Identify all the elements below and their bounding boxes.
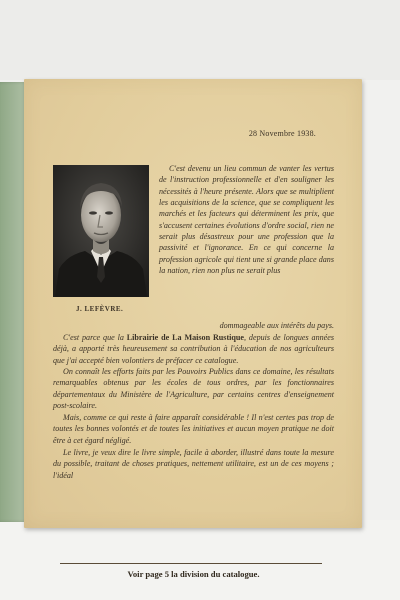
paragraph-librairie-end: , depuis de longues années déjà, a apporté très heureusement sa contribution à l'éducation de nos agriculteurs que j'ai accepté bien volontiers de préfacer ce catalogue. [53,333,335,365]
background-bottom [0,520,400,600]
footer-note: Voir page 5 la division du catalogue. [127,569,260,579]
letter-date: 28 Novembre 1938. [248,129,316,138]
paragraph-intro: C'est devenu un lieu commun de vanter les vertus de l'instruction professionnelle et d'en souligner les nécessités à l'heure présente. Alors que se multiplient les acquisitions de la science, que se compliquent les marchés et les facteurs qui déterminent les prix, que s'accusent certaines évolutions d'ordre social, rien ne serait plus désastreux pour une profession que la passivité et l'ignorance. En ce qui concerne la profession agricole qui tient une si grande place dans la nation, rien non plus ne serait plus [159,164,334,276]
paragraph-pouvoirs-publics: On connaît les efforts faits par les Pouvoirs Publics dans ce domaine, les résultats remarquables obtenus par les écoles de tous ordres, par les fonctionnaires départementaux du Ministère de l'Agriculture, par certains centres d'enseignement post-scolaire. [53,367,334,411]
paragraph-librairie [53,332,334,366]
paragraph-reste-a-faire: Mais, comme ce qui reste à faire apparaît considérable ! Il n'est certes pas trop de toutes les bonnes volontés et de toutes les initiatives et aucun moyen pratique ne doit être à cet égard négligé. [53,413,334,445]
paragraph-intro-continuation: dommageable aux intérêts du pays. [219,321,334,330]
paragraph-librairie-start: C'est parce que la [63,333,127,342]
footer-divider [60,563,322,564]
booklet-page [24,79,362,579]
portrait-caption: J. LEFÈVRE. [76,305,124,313]
paragraph-le-livre: Le livre, je veux dire le livre simple, facile à aborder, illustré dans toute la mesure du possible, traitant de choses pratiques, nettement utilitaire, est un de ces moyens ; l'idéal [53,448,334,480]
portrait-photo [53,165,149,297]
portrait-illustration [53,165,149,297]
background-top [0,0,400,80]
publisher-name: Librairie de La Maison Rustique [126,333,245,342]
